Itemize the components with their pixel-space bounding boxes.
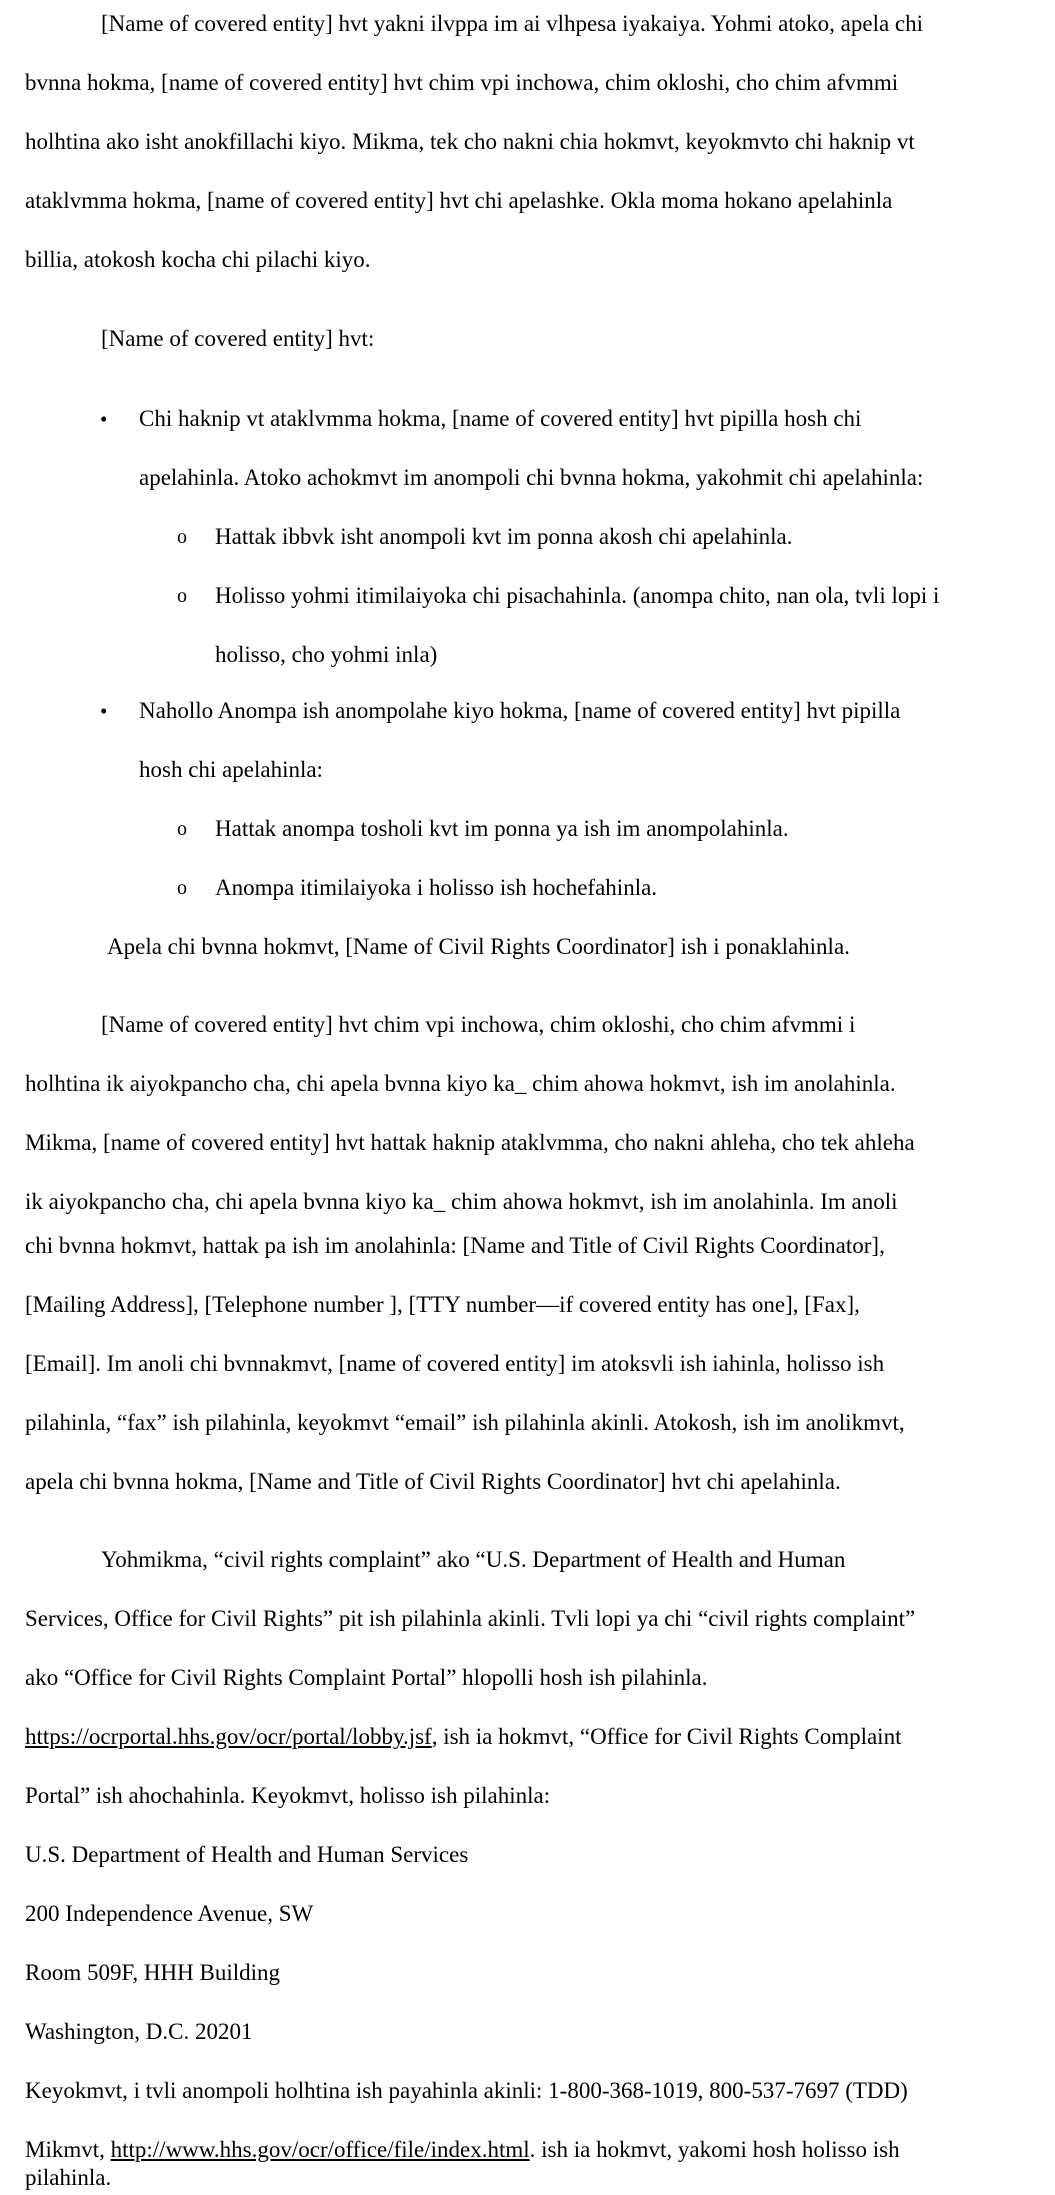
p4-line-4: ik aiyokpancho cha, chi apela bvnna kiyo ka_ chim ahowa hokmvt, ish im anolahinla. Im anoli (25, 1189, 898, 1214)
p4-line-1: [Name of covered entity] hvt chim vpi inchowa, chim okloshi, cho chim afvmmi i (101, 1012, 856, 1037)
last-line-1 (25, 2136, 900, 2164)
p4-line-7: [Email]. Im anoli chi bvnnakmvt, [name of covered entity] im atoksvli ish iahinla, holisso ish (25, 1351, 885, 1376)
b2-line-2: hosh chi apelahinla: (139, 757, 323, 782)
last-line-prefix: Mikmvt, (25, 2137, 111, 2162)
p6-line-1 (25, 1723, 901, 1751)
p4-line-5: chi bvnna hokmvt, hattak pa ish im anolahinla: [Name and Title of Civil Rights Coordinator], (25, 1233, 885, 1258)
b1-line-1: Chi haknip vt ataklvmma hokma, [name of covered entity] hvt pipilla hosh chi (139, 406, 862, 431)
p4-line-8: pilahinla, “fax” ish pilahinla, keyokmvt “email” ish pilahinla akinli. Atokosh, ish im anolikmvt, (25, 1410, 905, 1435)
p1-line-2: bvnna hokma, [name of covered entity] hvt chim vpi inchowa, chim okloshi, cho chim afvmmi (25, 70, 899, 95)
p6-line-1-rest: , ish ia hokmvt, “Office for Civil Rights Complaint (431, 1724, 902, 1749)
p4-line-6: [Mailing Address], [Telephone number ], [TTY number—if covered entity has one], [Fax], (25, 1292, 860, 1317)
bullet-dot: • (100, 699, 108, 723)
p1-line-4: ataklvmma hokma, [name of covered entity] hvt chi apelashke. Okla moma hokano apelahinla (25, 188, 893, 213)
address-line-3: Room 509F, HHH Building (25, 1960, 281, 1985)
bullet-dot: • (100, 407, 108, 431)
p6-line-2: Portal” ish ahochahinla. Keyokmvt, holisso ish pilahinla: (25, 1783, 551, 1808)
p3-line: Apela chi bvnna hokmvt, [Name of Civil Rights Coordinator] ish i ponaklahinla. (107, 934, 850, 959)
b1s1-line: Hattak ibbvk isht anompoli kvt im ponna akosh chi apelahinla. (215, 524, 793, 549)
p4-line-9: apela chi bvnna hokma, [Name and Title of Civil Rights Coordinator] hvt chi apelahinla. (25, 1469, 841, 1494)
sub-bullet-circle: o (177, 818, 187, 840)
p5-line-3: ako “Office for Civil Rights Complaint Portal” hlopolli hosh ish pilahinla. (25, 1665, 708, 1690)
last-line-2: pilahinla. (25, 2165, 112, 2190)
sub-bullet-circle: o (177, 877, 187, 899)
p2-line: [Name of covered entity] hvt: (101, 326, 375, 351)
address-line-4: Washington, D.C. 20201 (25, 2019, 253, 2044)
b2s2-line: Anompa itimilaiyoka i holisso ish hochefahinla. (215, 875, 658, 900)
b2-line-1: Nahollo Anompa ish anompolahe kiyo hokma, [name of covered entity] hvt pipilla (139, 698, 901, 723)
p1-line-5: billia, atokosh kocha chi pilachi kiyo. (25, 247, 371, 272)
p4-line-3: Mikma, [name of covered entity] hvt hattak haknip ataklvmma, cho nakni ahleha, cho tek ahleha (25, 1130, 915, 1155)
hhs-complaint-link[interactable]: http://www.hhs.gov/ocr/office/file/index.html (110, 2137, 530, 2162)
b1s2-line-2: holisso, cho yohmi inla) (215, 642, 438, 667)
p5-line-2: Services, Office for Civil Rights” pit ish pilahinla akinli. Tvli lopi ya chi “civil rights complaint” (25, 1606, 916, 1631)
last-line-rest: . ish ia hokmvt, yakomi hosh holisso ish (529, 2137, 900, 2162)
phone-line: Keyokmvt, i tvli anompoli holhtina ish payahinla akinli: 1-800-368-1019, 800-537-7697 (TDD) (25, 2078, 908, 2103)
p1-line-3: holhtina ako isht anokfillachi kiyo. Mikma, tek cho nakni chia hokmvt, keyokmvto chi haknip vt (25, 129, 915, 154)
address-line-1: U.S. Department of Health and Human Services (25, 1842, 469, 1867)
address-line-2: 200 Independence Avenue, SW (25, 1901, 314, 1926)
ocr-portal-link[interactable]: https://ocrportal.hhs.gov/ocr/portal/lobby.jsf (25, 1724, 432, 1749)
b1s2-line-1: Holisso yohmi itimilaiyoka chi pisachahinla. (anompa chito, nan ola, tvli lopi i (215, 583, 940, 608)
sub-bullet-circle: o (177, 526, 187, 548)
sub-bullet-circle: o (177, 585, 187, 607)
p5-line-1: Yohmikma, “civil rights complaint” ako “U.S. Department of Health and Human (101, 1547, 846, 1572)
b2s1-line: Hattak anompa tosholi kvt im ponna ya ish im anompolahinla. (215, 816, 789, 841)
p1-line-1: [Name of covered entity] hvt yakni ilvppa im ai vlhpesa iyakaiya. Yohmi atoko, apela chi (101, 11, 924, 36)
b1-line-2: apelahinla. Atoko achokmvt im anompoli chi bvnna hokma, yakohmit chi apelahinla: (139, 465, 924, 490)
p4-line-2: holhtina ik aiyokpancho cha, chi apela bvnna kiyo ka_ chim ahowa hokmvt, ish im anolahinla. (25, 1071, 896, 1096)
